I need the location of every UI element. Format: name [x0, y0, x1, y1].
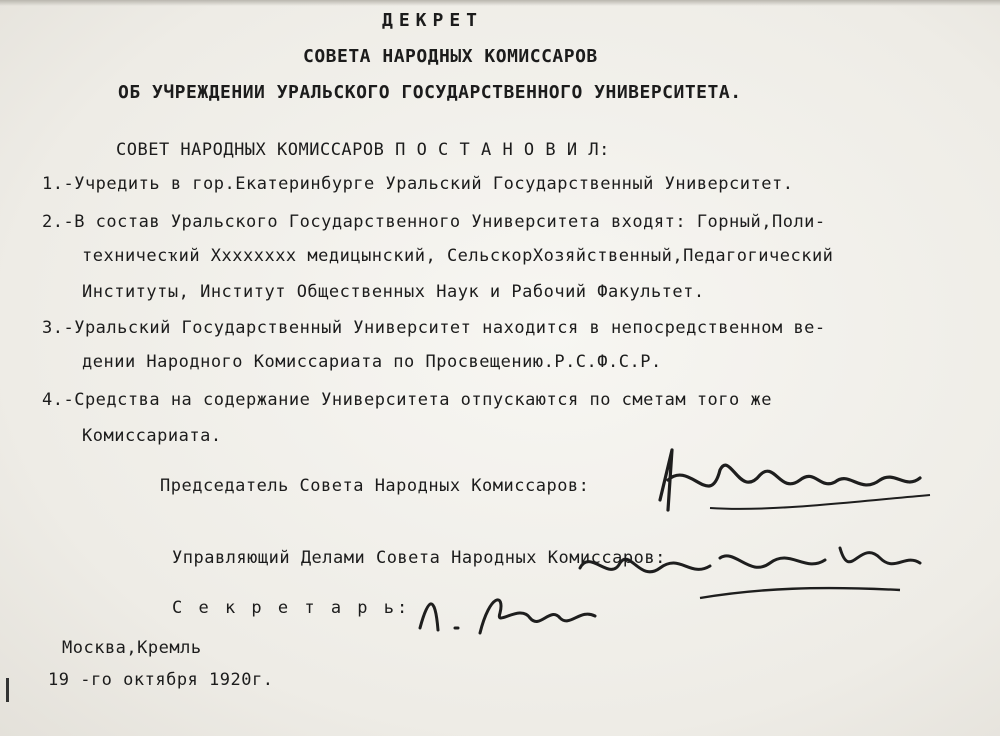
preamble: СОВЕТ НАРОДНЫХ КОМИССАРОВ П О С Т А Н О В И Л:	[116, 140, 610, 160]
decree-subtitle-purpose: ОБ УЧРЕЖДЕНИИ УРАЛЬСКОГО ГОСУДАРСТВЕННОГО УНИВЕРСИТЕТА.	[118, 82, 742, 103]
item-1-line-1: 1.-Учредить в гор.Екатеринбурге Уральский Государственный Университет.	[42, 174, 794, 194]
item-4-line-1: 4.-Средства на содержание Университета отпускаются по сметам того же	[42, 390, 772, 410]
item-2-line-1: 2.-В состав Уральского Государственного Университета входят: Горный,Поли-	[42, 212, 826, 232]
scan-edge	[0, 0, 1000, 6]
chairman-label: Председатель Совета Народных Комиссаров:	[160, 476, 590, 496]
item-3-line-2: дении Народного Комиссариата по Просвещению.Р.С.Ф.С.Р.	[82, 352, 662, 372]
margin-mark	[6, 678, 9, 702]
secretary-signature	[410, 588, 620, 643]
item-2-line-2: техничесҡий Xxxxxxxx медицынский, СельскорХозяйственный,Педагогический	[82, 246, 834, 266]
item-4-line-2: Комиссариата.	[82, 426, 222, 446]
item-3-line-1: 3.-Уральский Государственный Университет находится в непосредственном ве-	[42, 318, 826, 338]
place: Москва,Кремль	[62, 638, 202, 658]
item-2-line-3: Институты, Институт Общественных Наук и Рабочий Факультет.	[82, 282, 705, 302]
date: 19 -го октября 1920г.	[48, 670, 274, 690]
decree-subtitle-council: СОВЕТА НАРОДНЫХ КОМИССАРОВ	[303, 46, 598, 67]
secretary-label: С е к р е т а р ь:	[172, 598, 411, 618]
chairman-signature	[650, 440, 940, 530]
manager-label: Управляющий Делами Совета Народных Комиссаров:	[172, 548, 666, 568]
decree-title: ДЕКРЕТ	[382, 10, 484, 31]
